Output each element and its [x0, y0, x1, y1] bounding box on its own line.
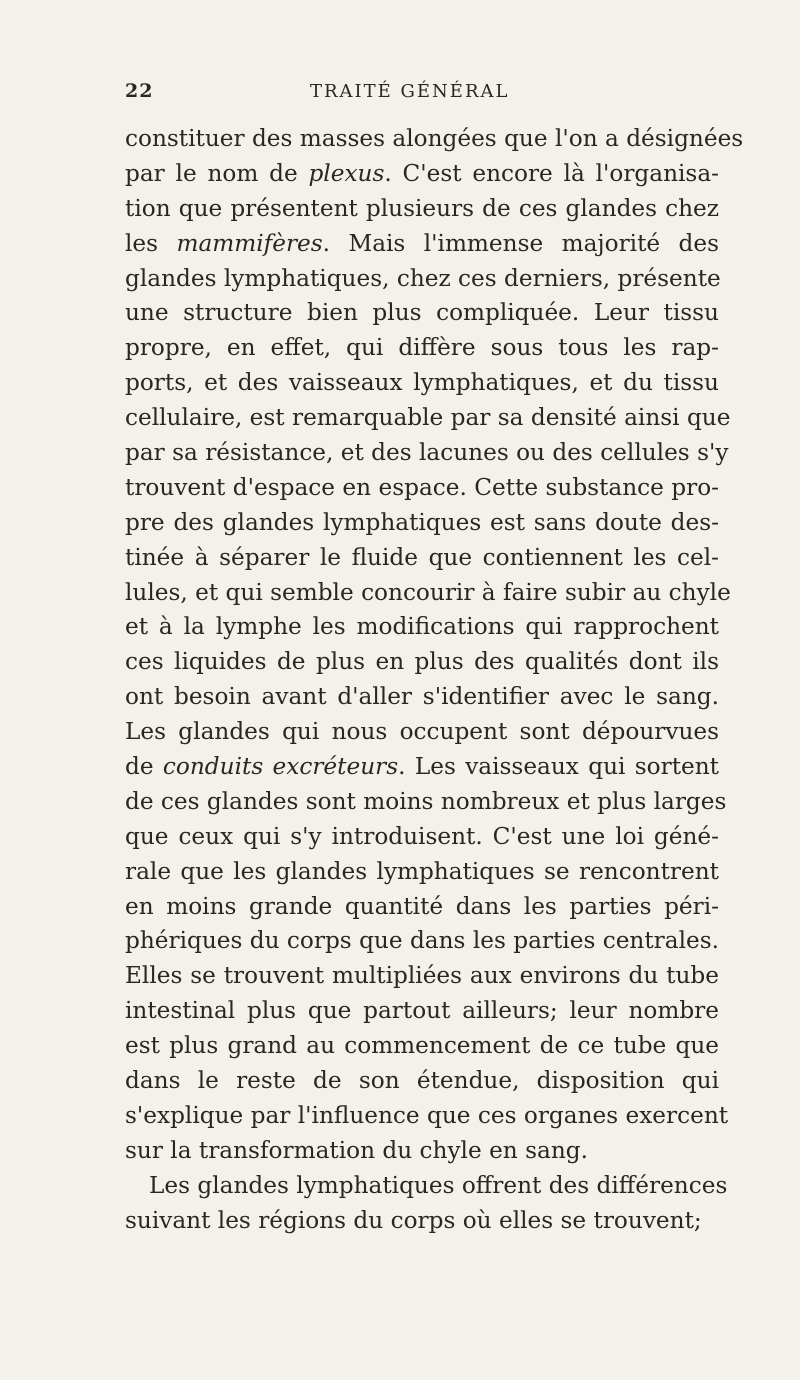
italic-term: mammifères: [176, 229, 323, 257]
text-run: tinée à séparer le fluide que contiennent les cel-: [125, 543, 719, 571]
text-line: [125, 331, 719, 366]
italic-term: plexus: [308, 159, 385, 187]
text-line: [125, 471, 719, 506]
text-run: les: [125, 229, 177, 257]
text-run: ont besoin avant d'aller s'identifier avec le sang.: [125, 683, 719, 711]
text-run: est plus grand au commencement de ce tube que: [125, 1032, 719, 1060]
text-run: pre des glandes lymphatiques est sans doute des-: [125, 508, 719, 536]
text-run: s'explique par l'influence que ces organes exercent: [125, 1101, 729, 1129]
text-run: par le nom de: [125, 159, 309, 187]
text-line: [125, 1064, 719, 1099]
text-run: glandes lymphatiques, chez ces derniers, présente: [125, 264, 721, 292]
text-run: trouvent d'espace en espace. Cette substance pro-: [125, 473, 719, 501]
text-line: [125, 785, 727, 820]
text-run: Les glandes lymphatiques offrent des différences: [149, 1171, 728, 1199]
text-line: [125, 366, 719, 401]
text-run: en moins grande quantité dans les parties péri-: [125, 892, 719, 920]
text-run: . Les vaisseaux qui sortent: [398, 753, 720, 781]
text-run: par sa résistance, et des lacunes ou des cellules s'y: [125, 439, 729, 467]
text-line: [125, 959, 719, 994]
text-run: propre, en effet, qui diffère sous tous les rap-: [125, 334, 719, 362]
text-run: cellulaire, est remarquable par sa densité ainsi que: [125, 404, 731, 432]
text-line: [125, 296, 719, 331]
text-run: de ces glandes sont moins nombreux et plus larges: [125, 787, 727, 815]
text-line: [125, 1169, 728, 1204]
text-line: [125, 122, 744, 157]
text-line: [125, 401, 731, 436]
text-run: tion que présentent plusieurs de ces glandes chez: [125, 194, 719, 222]
text-run: sur la transformation du chyle en sang.: [125, 1136, 588, 1164]
text-line: [125, 192, 719, 227]
text-run: que ceux qui s'y introduisent. C'est une loi géné-: [125, 822, 719, 850]
page-number: 22: [125, 80, 154, 102]
italic-term: conduits excréteurs: [162, 753, 399, 781]
text-run: une structure bien plus compliquée. Leur tissu: [125, 299, 719, 327]
text-run: dans le reste de son étendue, disposition qui: [125, 1067, 719, 1095]
text-line: [125, 890, 719, 925]
running-title: TRAITÉ GÉNÉRAL: [310, 81, 510, 102]
text-run: ports, et des vaisseaux lymphatiques, et du tissu: [125, 369, 719, 397]
text-run: . C'est encore là l'organisa-: [384, 159, 719, 187]
text-line: [125, 680, 719, 715]
text-line: [125, 645, 719, 680]
page-header: [125, 80, 719, 110]
text-line: [125, 1204, 719, 1239]
text-run: de: [125, 753, 163, 781]
text-line: [125, 610, 719, 645]
text-line: [125, 227, 719, 262]
text-line: [125, 262, 719, 297]
text-line: [125, 1099, 729, 1134]
text-run: suivant les régions du corps où elles se trouvent;: [125, 1206, 702, 1234]
text-run: phériques du corps que dans les parties centrales.: [125, 927, 719, 955]
text-line: [125, 541, 719, 576]
text-line: [125, 855, 719, 890]
text-run: et à la lymphe les modifications qui rapprochent: [125, 613, 719, 641]
text-line: [125, 924, 719, 959]
text-run: . Mais l'immense majorité des: [322, 229, 719, 257]
text-run: ces liquides de plus en plus des qualités dont ils: [125, 648, 719, 676]
text-run: intestinal plus que partout ailleurs; leur nombre: [125, 997, 719, 1025]
text-run: constituer des masses alongées que l'on a désignées: [125, 125, 744, 152]
text-line: [125, 506, 719, 541]
text-line: [125, 436, 729, 471]
text-line: [125, 994, 719, 1029]
text-line: [125, 157, 719, 192]
text-line: [125, 1134, 719, 1169]
text-run: rale que les glandes lymphatiques se rencontrent: [125, 857, 719, 885]
body-text: [125, 122, 744, 1239]
text-line: [125, 750, 719, 785]
text-line: [125, 715, 719, 750]
text-run: Les glandes qui nous occupent sont dépourvues: [125, 718, 719, 746]
text-line: [125, 1029, 719, 1064]
text-run: lules, et qui semble concourir à faire subir au chyle: [125, 578, 731, 606]
text-line: [125, 576, 731, 611]
text-run: Elles se trouvent multipliées aux environs du tube: [125, 962, 719, 990]
text-line: [125, 820, 719, 855]
